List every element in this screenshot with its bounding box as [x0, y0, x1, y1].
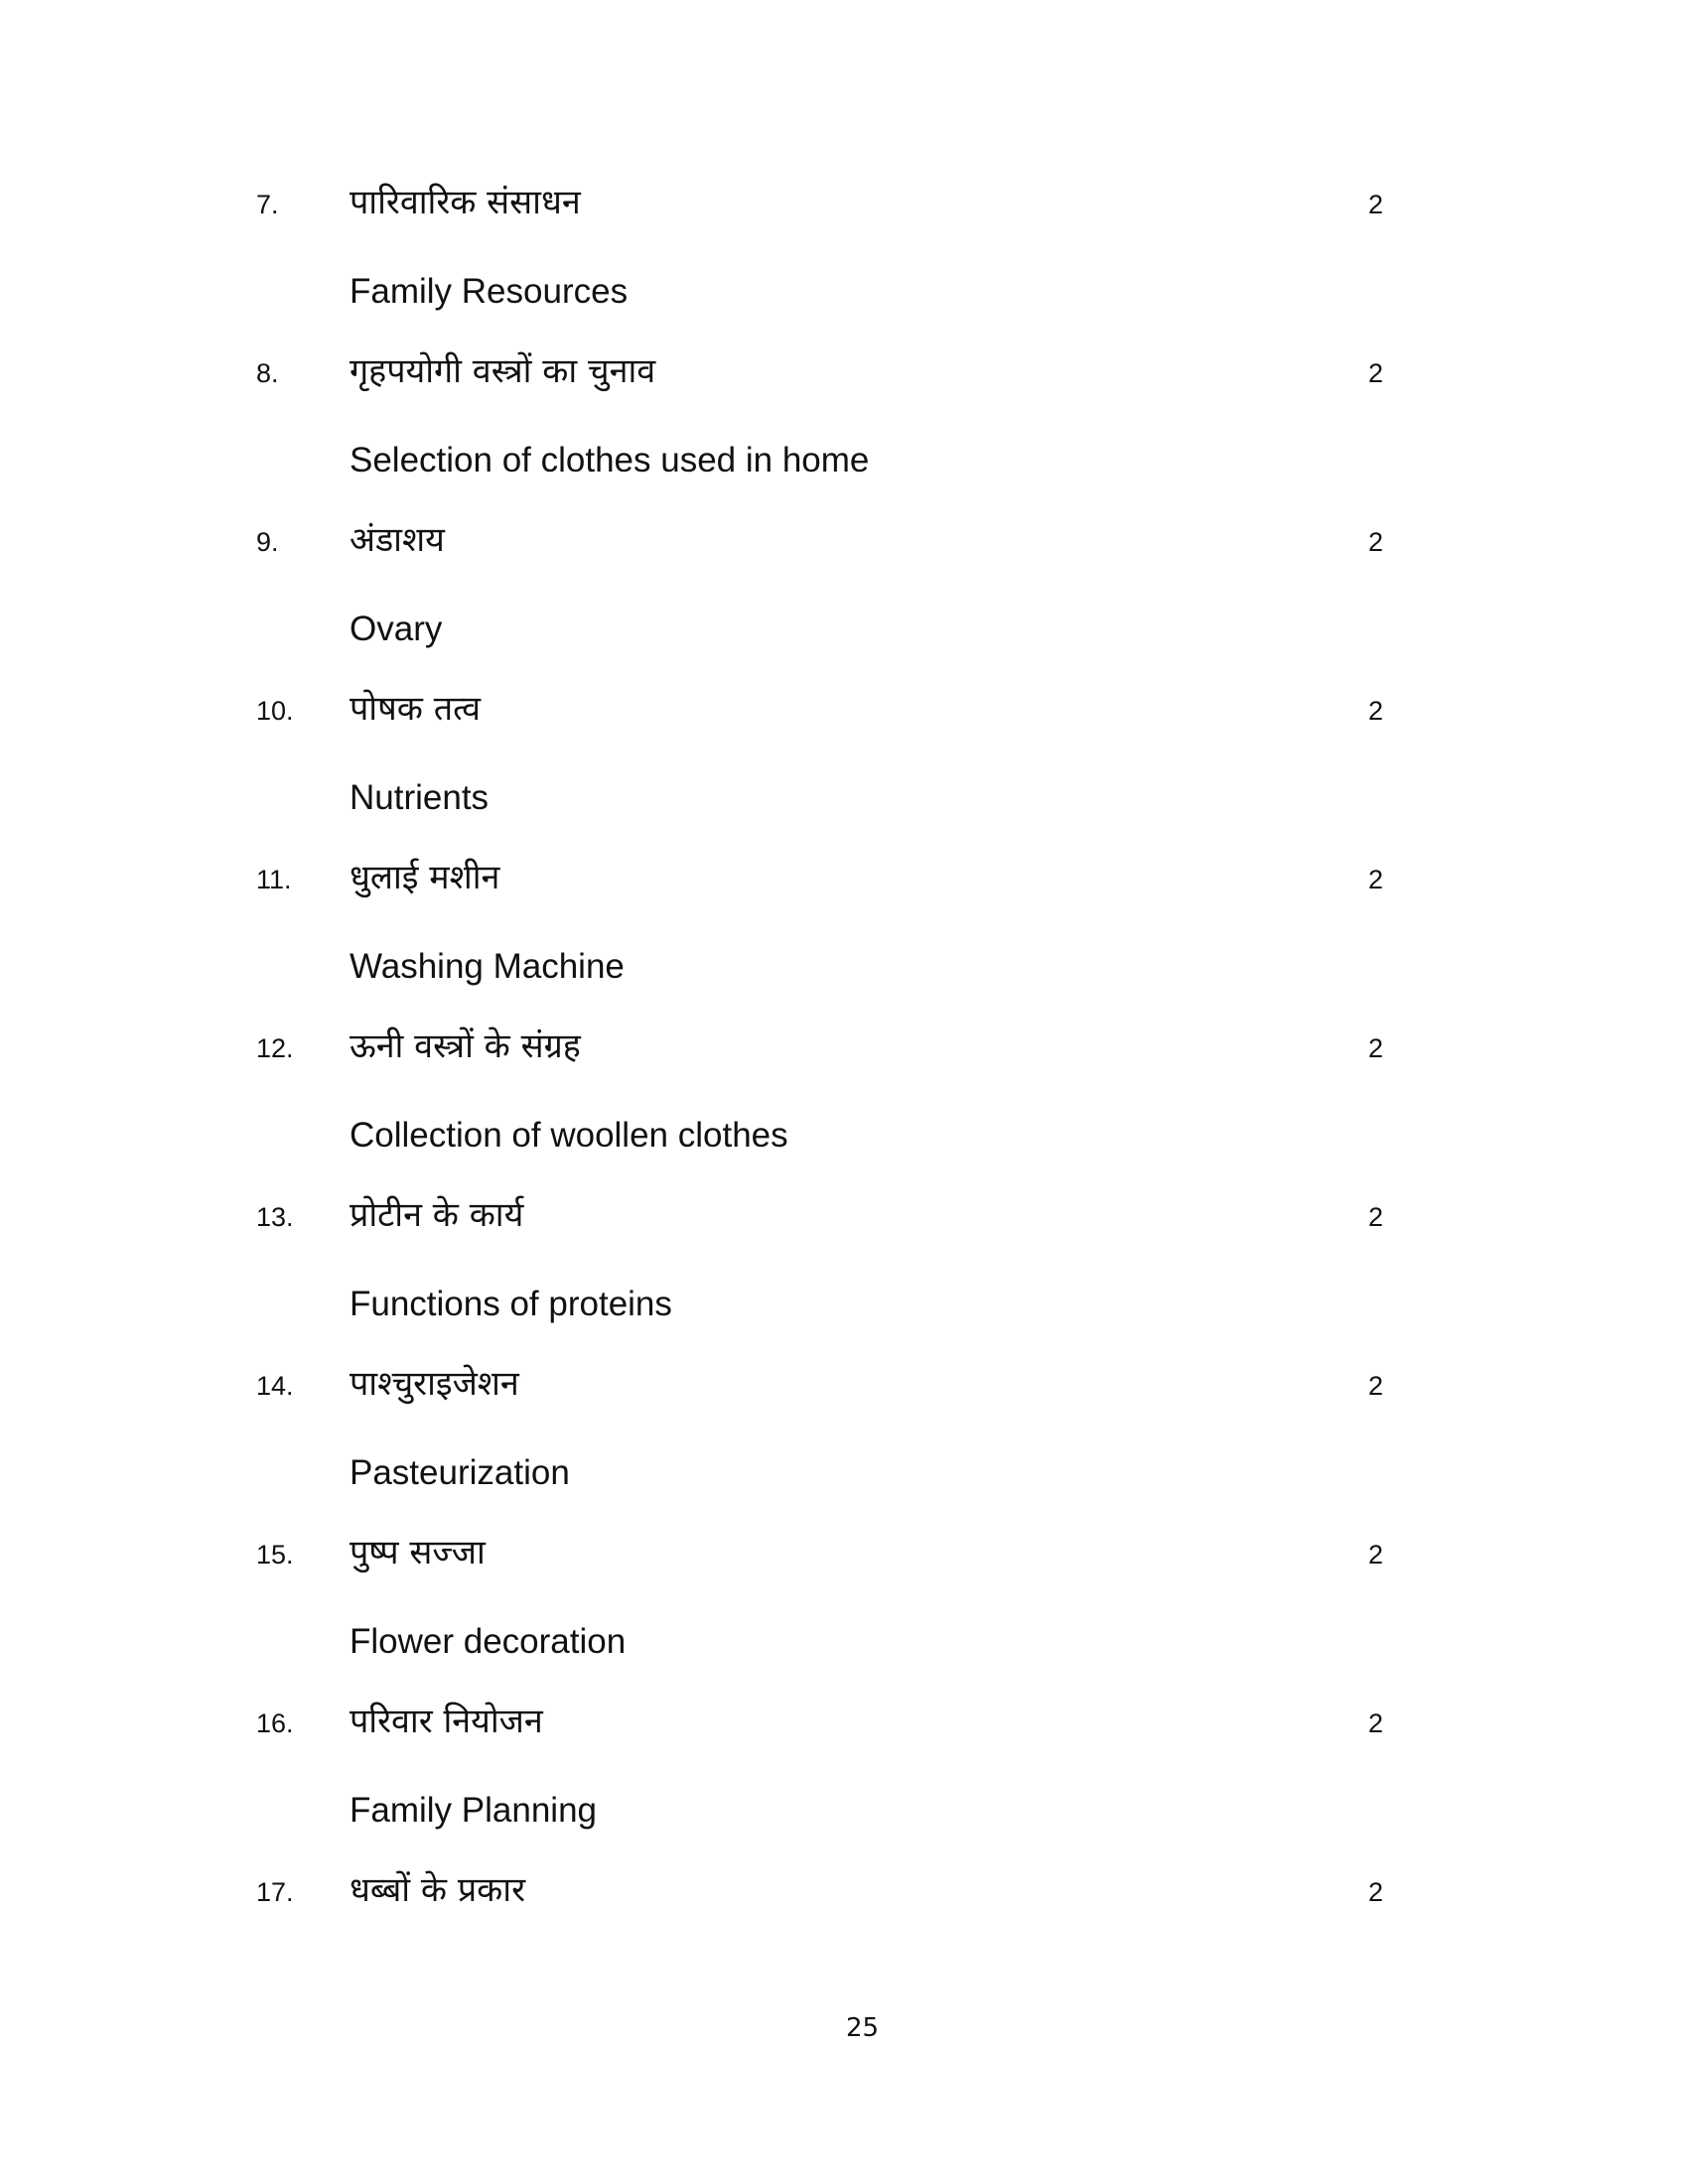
item-hindi-title: प्रोटीन के कार्य [350, 1195, 524, 1235]
page-number: 25 [846, 2013, 880, 2043]
item-number: 8. [256, 358, 279, 388]
item-hindi-title: परिवार नियोजन [350, 1702, 543, 1741]
item-marks: 2 [1368, 1202, 1384, 1232]
item-number: 14. [256, 1371, 294, 1401]
item-number: 15. [256, 1540, 294, 1570]
item-english-title: Family Planning [350, 1791, 597, 1830]
item-marks: 2 [1368, 1708, 1384, 1738]
item-marks: 2 [1368, 1540, 1384, 1570]
item-english-title: Ovary [350, 610, 443, 648]
item-marks: 2 [1368, 527, 1384, 557]
item-marks: 2 [1368, 1371, 1384, 1401]
item-number: 16. [256, 1708, 294, 1738]
item-english-title: Collection of woollen clothes [350, 1116, 788, 1155]
item-number: 10. [256, 696, 294, 726]
item-hindi-title: पुष्प सज्जा [350, 1533, 486, 1572]
item-marks: 2 [1368, 1033, 1384, 1063]
item-number: 17. [256, 1877, 294, 1907]
item-hindi-title: ऊनी वस्त्रों के संग्रह [350, 1026, 581, 1066]
item-marks: 2 [1368, 190, 1384, 219]
item-number: 13. [256, 1202, 294, 1232]
item-english-title: Functions of proteins [350, 1285, 672, 1323]
item-english-title: Flower decoration [350, 1622, 627, 1661]
item-english-title: Selection of clothes used in home [350, 441, 870, 479]
item-english-title: Pasteurization [350, 1453, 570, 1492]
item-number: 12. [256, 1033, 294, 1063]
item-hindi-title: गृहपयोगी वस्त्रों का चुनाव [350, 351, 656, 391]
item-english-title: Washing Machine [350, 947, 625, 986]
item-number: 11. [256, 865, 292, 894]
item-hindi-title: पोषक तत्व [350, 689, 481, 729]
item-hindi-title: अंडाशय [350, 520, 445, 560]
item-number: 9. [256, 527, 279, 557]
item-marks: 2 [1368, 1877, 1384, 1907]
item-english-title: Nutrients [350, 778, 490, 817]
item-hindi-title: धुलाई मशीन [350, 858, 500, 897]
item-number: 7. [256, 190, 279, 219]
item-hindi-title: पाश्चुराइजेशन [350, 1364, 519, 1404]
item-marks: 2 [1368, 865, 1384, 894]
item-hindi-title: धब्बों के प्रकार [350, 1870, 525, 1910]
item-marks: 2 [1368, 696, 1384, 726]
item-marks: 2 [1368, 358, 1384, 388]
item-hindi-title: पारिवारिक संसाधन [350, 183, 581, 222]
item-english-title: Family Resources [350, 272, 629, 311]
